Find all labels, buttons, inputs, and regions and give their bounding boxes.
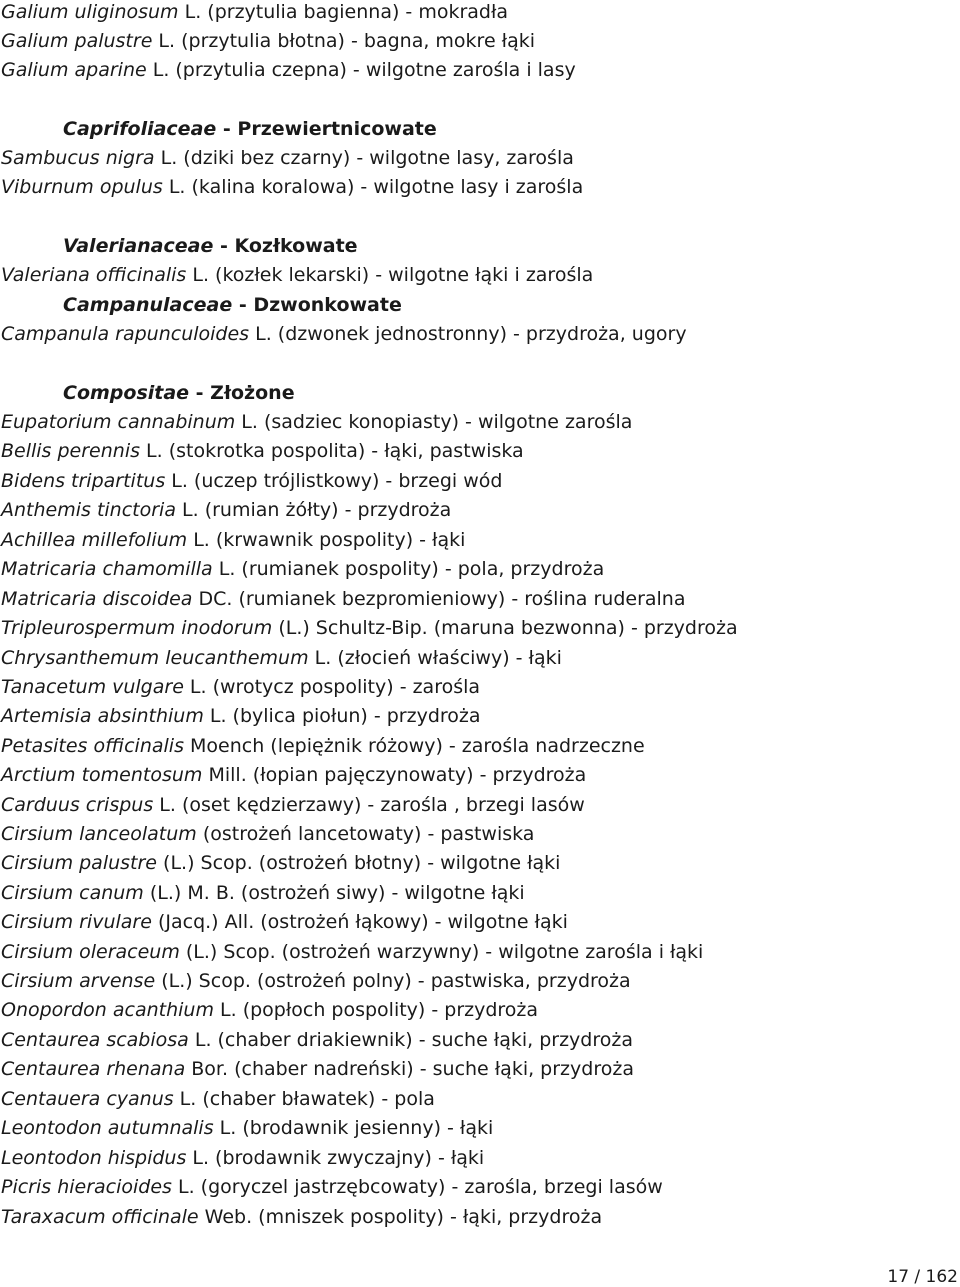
species-description: L. (krwawnik pospolity) - łąki (187, 529, 466, 551)
species-entry (1, 1175, 663, 1199)
species-entry (1, 734, 645, 758)
family-heading (63, 293, 402, 317)
species-description: L. (rumianek pospolity) - pola, przydroża (212, 558, 605, 580)
species-latin-name: Centaurea scabiosa (1, 1029, 189, 1051)
species-entry (1, 146, 574, 170)
species-entry (1, 322, 687, 346)
species-latin-name: Anthemis tinctoria (1, 499, 176, 521)
species-latin-name: Centauera cyanus (1, 1088, 174, 1110)
species-entry (1, 1087, 435, 1111)
species-entry (1, 410, 632, 434)
species-description: L. (kalina koralowa) - wilgotne lasy i zarośla (162, 176, 584, 198)
family-name: Compositae (63, 382, 190, 404)
species-entry (1, 1116, 493, 1140)
species-description: L. (chaber driakiewnik) - suche łąki, przydroża (188, 1029, 633, 1051)
species-entry (1, 822, 534, 846)
family-polish-name: - Dzwonkowate (232, 294, 402, 316)
species-latin-name: Galium uliginosum (1, 1, 179, 23)
species-entry (1, 1028, 633, 1052)
species-entry (1, 528, 465, 552)
species-description: L. (oset kędzierzawy) - zarośla , brzegi lasów (153, 794, 585, 816)
species-description: Mill. (łopian pajęczynowaty) - przydroża (202, 764, 587, 786)
species-description: DC. (rumianek bezpromieniowy) - roślina ruderalna (192, 588, 686, 610)
species-description: (L.) M. B. (ostrożeń siwy) - wilgotne łąki (143, 882, 525, 904)
species-entry (1, 1146, 484, 1170)
species-description: L. (złocień właściwy) - łąki (308, 647, 562, 669)
species-latin-name: Eupatorium cannabinum (1, 411, 236, 433)
species-entry (1, 263, 593, 287)
species-latin-name: Cirsium palustre (1, 852, 157, 874)
species-latin-name: Onopordon acanthium (1, 999, 214, 1021)
species-entry (1, 557, 604, 581)
species-description: Moench (lepiężnik różowy) - zarośla nadrzeczne (183, 735, 645, 757)
species-entry (1, 763, 586, 787)
species-description: (Jacq.) All. (ostrożeń łąkowy) - wilgotne łąki (151, 911, 568, 933)
species-latin-name: Matricaria discoidea (1, 588, 193, 610)
species-latin-name: Achillea millefolium (1, 529, 188, 551)
species-latin-name: Galium aparine (1, 59, 147, 81)
species-description: L. (brodawnik zwyczajny) - łąki (186, 1147, 485, 1169)
species-latin-name: Arctium tomentosum (1, 764, 203, 786)
species-description: L. (dziki bez czarny) - wilgotne lasy, zarośla (154, 147, 574, 169)
species-latin-name: Galium palustre (1, 30, 153, 52)
species-latin-name: Cirsium oleraceum (1, 941, 180, 963)
species-description: (L.) Scop. (ostrożeń polny) - pastwiska, przydroża (155, 970, 631, 992)
species-entry (1, 793, 585, 817)
family-heading (63, 234, 358, 258)
species-entry (1, 851, 560, 875)
species-entry (1, 969, 631, 993)
species-description: L. (przytulia czepna) - wilgotne zarośla i lasy (146, 59, 576, 81)
species-description: L. (stokrotka pospolita) - łąki, pastwiska (140, 440, 524, 462)
species-description: (L.) Scop. (ostrożeń błotny) - wilgotne łąki (157, 852, 561, 874)
species-latin-name: Cirsium canum (1, 882, 144, 904)
species-entry (1, 940, 703, 964)
species-latin-name: Carduus crispus (1, 794, 154, 816)
species-entry (1, 704, 481, 728)
family-polish-name: - Złożone (189, 382, 295, 404)
species-description: (L.) Schultz-Bip. (maruna bezwonna) - przydroża (272, 617, 738, 639)
species-latin-name: Centaurea rhenana (1, 1058, 186, 1080)
species-description: Web. (mniszek pospolity) - łąki, przydroża (198, 1206, 603, 1228)
species-description: (L.) Scop. (ostrożeń warzywny) - wilgotne zarośla i łąki (179, 941, 704, 963)
species-description: L. (rumian żółty) - przydroża (175, 499, 452, 521)
species-description: L. (przytulia bagienna) - mokradła (178, 1, 509, 23)
species-entry (1, 1057, 634, 1081)
species-description: L. (uczep trójlistkowy) - brzegi wód (165, 470, 503, 492)
species-entry (1, 175, 583, 199)
species-entry (1, 675, 480, 699)
species-description: L. (kozłek lekarski) - wilgotne łąki i zarośla (186, 264, 594, 286)
family-polish-name: - Przewiertnicowate (216, 118, 437, 140)
species-description: L. (dzwonek jednostronny) - przydroża, ugory (249, 323, 687, 345)
species-entry (1, 881, 525, 905)
page-number: 17 / 162 (887, 1267, 958, 1287)
species-latin-name: Leontodon hispidus (1, 1147, 187, 1169)
species-entry (1, 439, 524, 463)
species-latin-name: Tripleurospermum inodorum (1, 617, 273, 639)
family-heading (63, 117, 437, 141)
species-entry (1, 646, 562, 670)
species-latin-name: Bidens tripartitus (1, 470, 166, 492)
family-name: Valerianaceae (63, 235, 214, 257)
species-latin-name: Campanula rapunculoides (1, 323, 250, 345)
species-description: (ostrożeń lancetowaty) - pastwiska (196, 823, 535, 845)
family-name: Caprifoliaceae (63, 118, 217, 140)
species-latin-name: Cirsium lanceolatum (1, 823, 197, 845)
species-description: L. (brodawnik jesienny) - łąki (213, 1117, 494, 1139)
species-latin-name: Tanacetum vulgare (1, 676, 184, 698)
species-entry (1, 616, 738, 640)
species-entry (1, 469, 502, 493)
species-latin-name: Cirsium rivulare (1, 911, 152, 933)
species-entry (1, 998, 538, 1022)
species-entry (1, 0, 508, 24)
species-entry (1, 498, 451, 522)
species-description: L. (wrotycz pospolity) - zarośla (183, 676, 481, 698)
species-latin-name: Bellis perennis (1, 440, 141, 462)
species-latin-name: Taraxacum officinale (1, 1206, 199, 1228)
species-entry (1, 58, 576, 82)
species-latin-name: Sambucus nigra (1, 147, 155, 169)
family-heading (63, 381, 295, 405)
species-latin-name: Matricaria chamomilla (1, 558, 213, 580)
species-entry (1, 1205, 602, 1229)
species-latin-name: Petasites officinalis (1, 735, 184, 757)
species-description: L. (bylica piołun) - przydroża (203, 705, 481, 727)
species-entry (1, 29, 535, 53)
species-description: L. (goryczel jastrzębcowaty) - zarośla, brzegi lasów (171, 1176, 663, 1198)
species-latin-name: Valeriana officinalis (1, 264, 187, 286)
species-description: L. (sadziec konopiasty) - wilgotne zarośla (235, 411, 633, 433)
species-entry (1, 910, 568, 934)
species-description: L. (przytulia błotna) - bagna, mokre łąki (152, 30, 536, 52)
species-latin-name: Cirsium arvense (1, 970, 156, 992)
species-description: Bor. (chaber nadreński) - suche łąki, przydroża (185, 1058, 634, 1080)
species-latin-name: Picris hieracioides (1, 1176, 172, 1198)
species-description: L. (chaber bławatek) - pola (173, 1088, 435, 1110)
species-description: L. (popłoch pospolity) - przydroża (213, 999, 539, 1021)
species-latin-name: Chrysanthemum leucanthemum (1, 647, 309, 669)
family-name: Campanulaceae (63, 294, 233, 316)
species-latin-name: Viburnum opulus (1, 176, 163, 198)
species-entry (1, 587, 686, 611)
family-polish-name: - Kozłkowate (213, 235, 358, 257)
species-latin-name: Artemisia absinthium (1, 705, 204, 727)
species-latin-name: Leontodon autumnalis (1, 1117, 214, 1139)
